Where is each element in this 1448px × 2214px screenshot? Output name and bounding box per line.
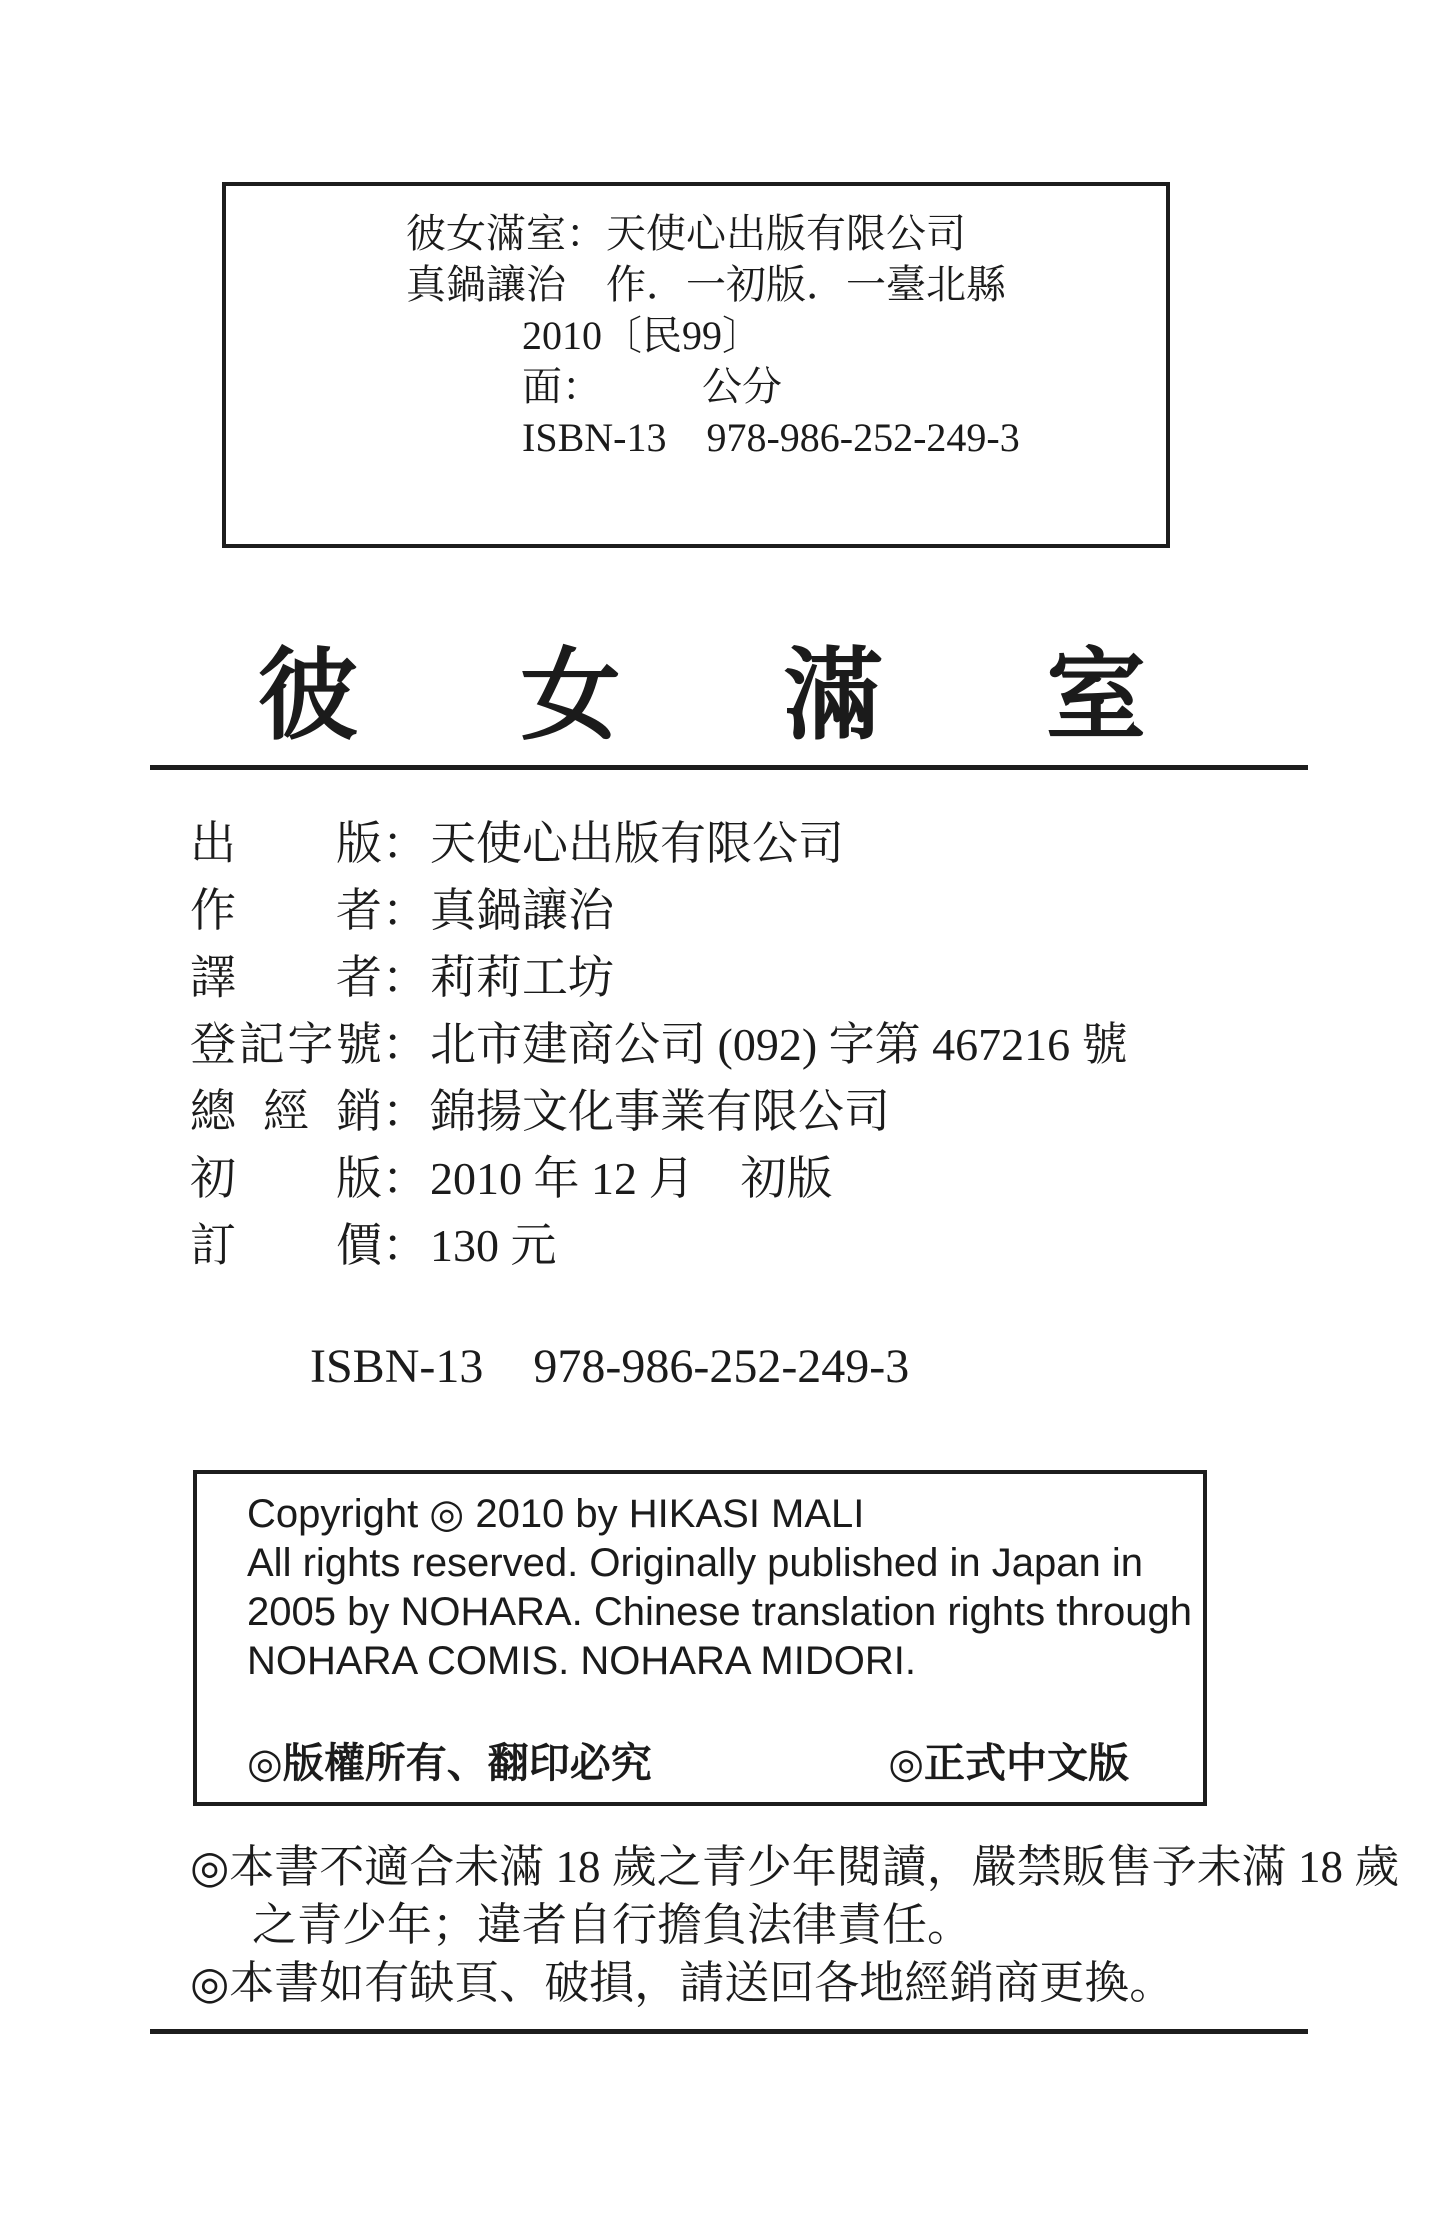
title-char: 滿 xyxy=(783,641,884,752)
copyright-line: Copyright ◎ 2010 by HIKASI MALI xyxy=(247,1492,865,1536)
title-char: 室 xyxy=(1045,641,1146,752)
isbn-label: ISBN-13 xyxy=(310,1340,484,1393)
catalog-line-title: 彼女滿室：天使心出版有限公司 xyxy=(406,211,966,256)
cip-catalog-box xyxy=(222,182,1170,548)
detail-colon: ： xyxy=(382,817,428,869)
catalog-line-year: 2010〔民99〕 xyxy=(522,313,762,358)
title-char: 女 xyxy=(520,641,621,752)
detail-label: 作者 xyxy=(190,884,382,936)
detail-value: 130 元 xyxy=(430,1219,557,1271)
official-chinese-edition-notice: ◎正式中文版 xyxy=(888,1740,1129,1786)
detail-label: 訂價 xyxy=(190,1219,382,1271)
detail-value: 錦揚文化事業有限公司 xyxy=(430,1085,890,1137)
copyright-notices-row xyxy=(247,1730,1203,1789)
isbn-line xyxy=(310,1340,909,1394)
publication-details xyxy=(190,806,1370,1275)
detail-row-distributor xyxy=(190,1074,1370,1141)
detail-label: 初版 xyxy=(190,1152,382,1204)
notice-line: ◎本書不適合未滿 18 歲之青少年閱讀，嚴禁販售予未滿 18 歲 xyxy=(190,1842,1400,1892)
detail-label: 出版 xyxy=(190,817,382,869)
detail-row-author xyxy=(190,873,1370,940)
copyright-box xyxy=(193,1470,1207,1806)
notice-line: 之青少年；違者自行擔負法律責任。 xyxy=(252,1900,973,1950)
detail-colon: ： xyxy=(382,1085,428,1137)
detail-colon: ： xyxy=(382,884,428,936)
book-title xyxy=(258,641,1146,752)
title-char: 彼 xyxy=(258,641,358,752)
copyright-line: All rights reserved. Originally published in Japan in xyxy=(247,1541,1144,1585)
detail-label: 譯者 xyxy=(190,951,382,1003)
catalog-line-size: 面： 公分 xyxy=(522,364,782,409)
detail-value: 莉莉工坊 xyxy=(430,951,614,1003)
isbn-value: 978-986-252-249-3 xyxy=(533,1340,910,1393)
detail-colon: ： xyxy=(382,1219,428,1271)
detail-row-registration xyxy=(190,1007,1370,1074)
detail-colon: ： xyxy=(382,1152,428,1204)
age-restriction-notices xyxy=(190,1838,1400,2012)
detail-value: 北市建商公司 (092) 字第 467216 號 xyxy=(430,1018,1128,1070)
detail-colon: ： xyxy=(382,951,428,1003)
bottom-rule xyxy=(150,2029,1308,2034)
catalog-line-isbn: ISBN-13 978-986-252-249-3 xyxy=(522,415,1020,460)
detail-row-price xyxy=(190,1208,1370,1275)
notice-line: ◎本書如有缺頁、破損，請送回各地經銷商更換。 xyxy=(190,1958,1175,2008)
detail-value: 2010 年 12 月 初版 xyxy=(430,1152,833,1204)
detail-value: 天使心出版有限公司 xyxy=(430,817,844,869)
detail-row-publisher xyxy=(190,806,1370,873)
detail-label: 總經銷 xyxy=(190,1085,382,1137)
title-divider-rule xyxy=(150,765,1308,770)
rights-reserved-notice: ◎版權所有、翻印必究 xyxy=(247,1740,652,1786)
detail-label: 登記字號 xyxy=(190,1018,382,1070)
copyright-line: NOHARA COMIS. NOHARA MIDORI. xyxy=(247,1639,916,1683)
detail-row-edition xyxy=(190,1141,1370,1208)
catalog-line-author: 真鍋讓治 作．一初版．一臺北縣 xyxy=(406,262,1006,307)
detail-row-translator xyxy=(190,940,1370,1007)
copyright-line: 2005 by NOHARA. Chinese translation rights through xyxy=(247,1590,1192,1634)
detail-value: 真鍋讓治 xyxy=(430,884,614,936)
detail-colon: ： xyxy=(382,1018,428,1070)
